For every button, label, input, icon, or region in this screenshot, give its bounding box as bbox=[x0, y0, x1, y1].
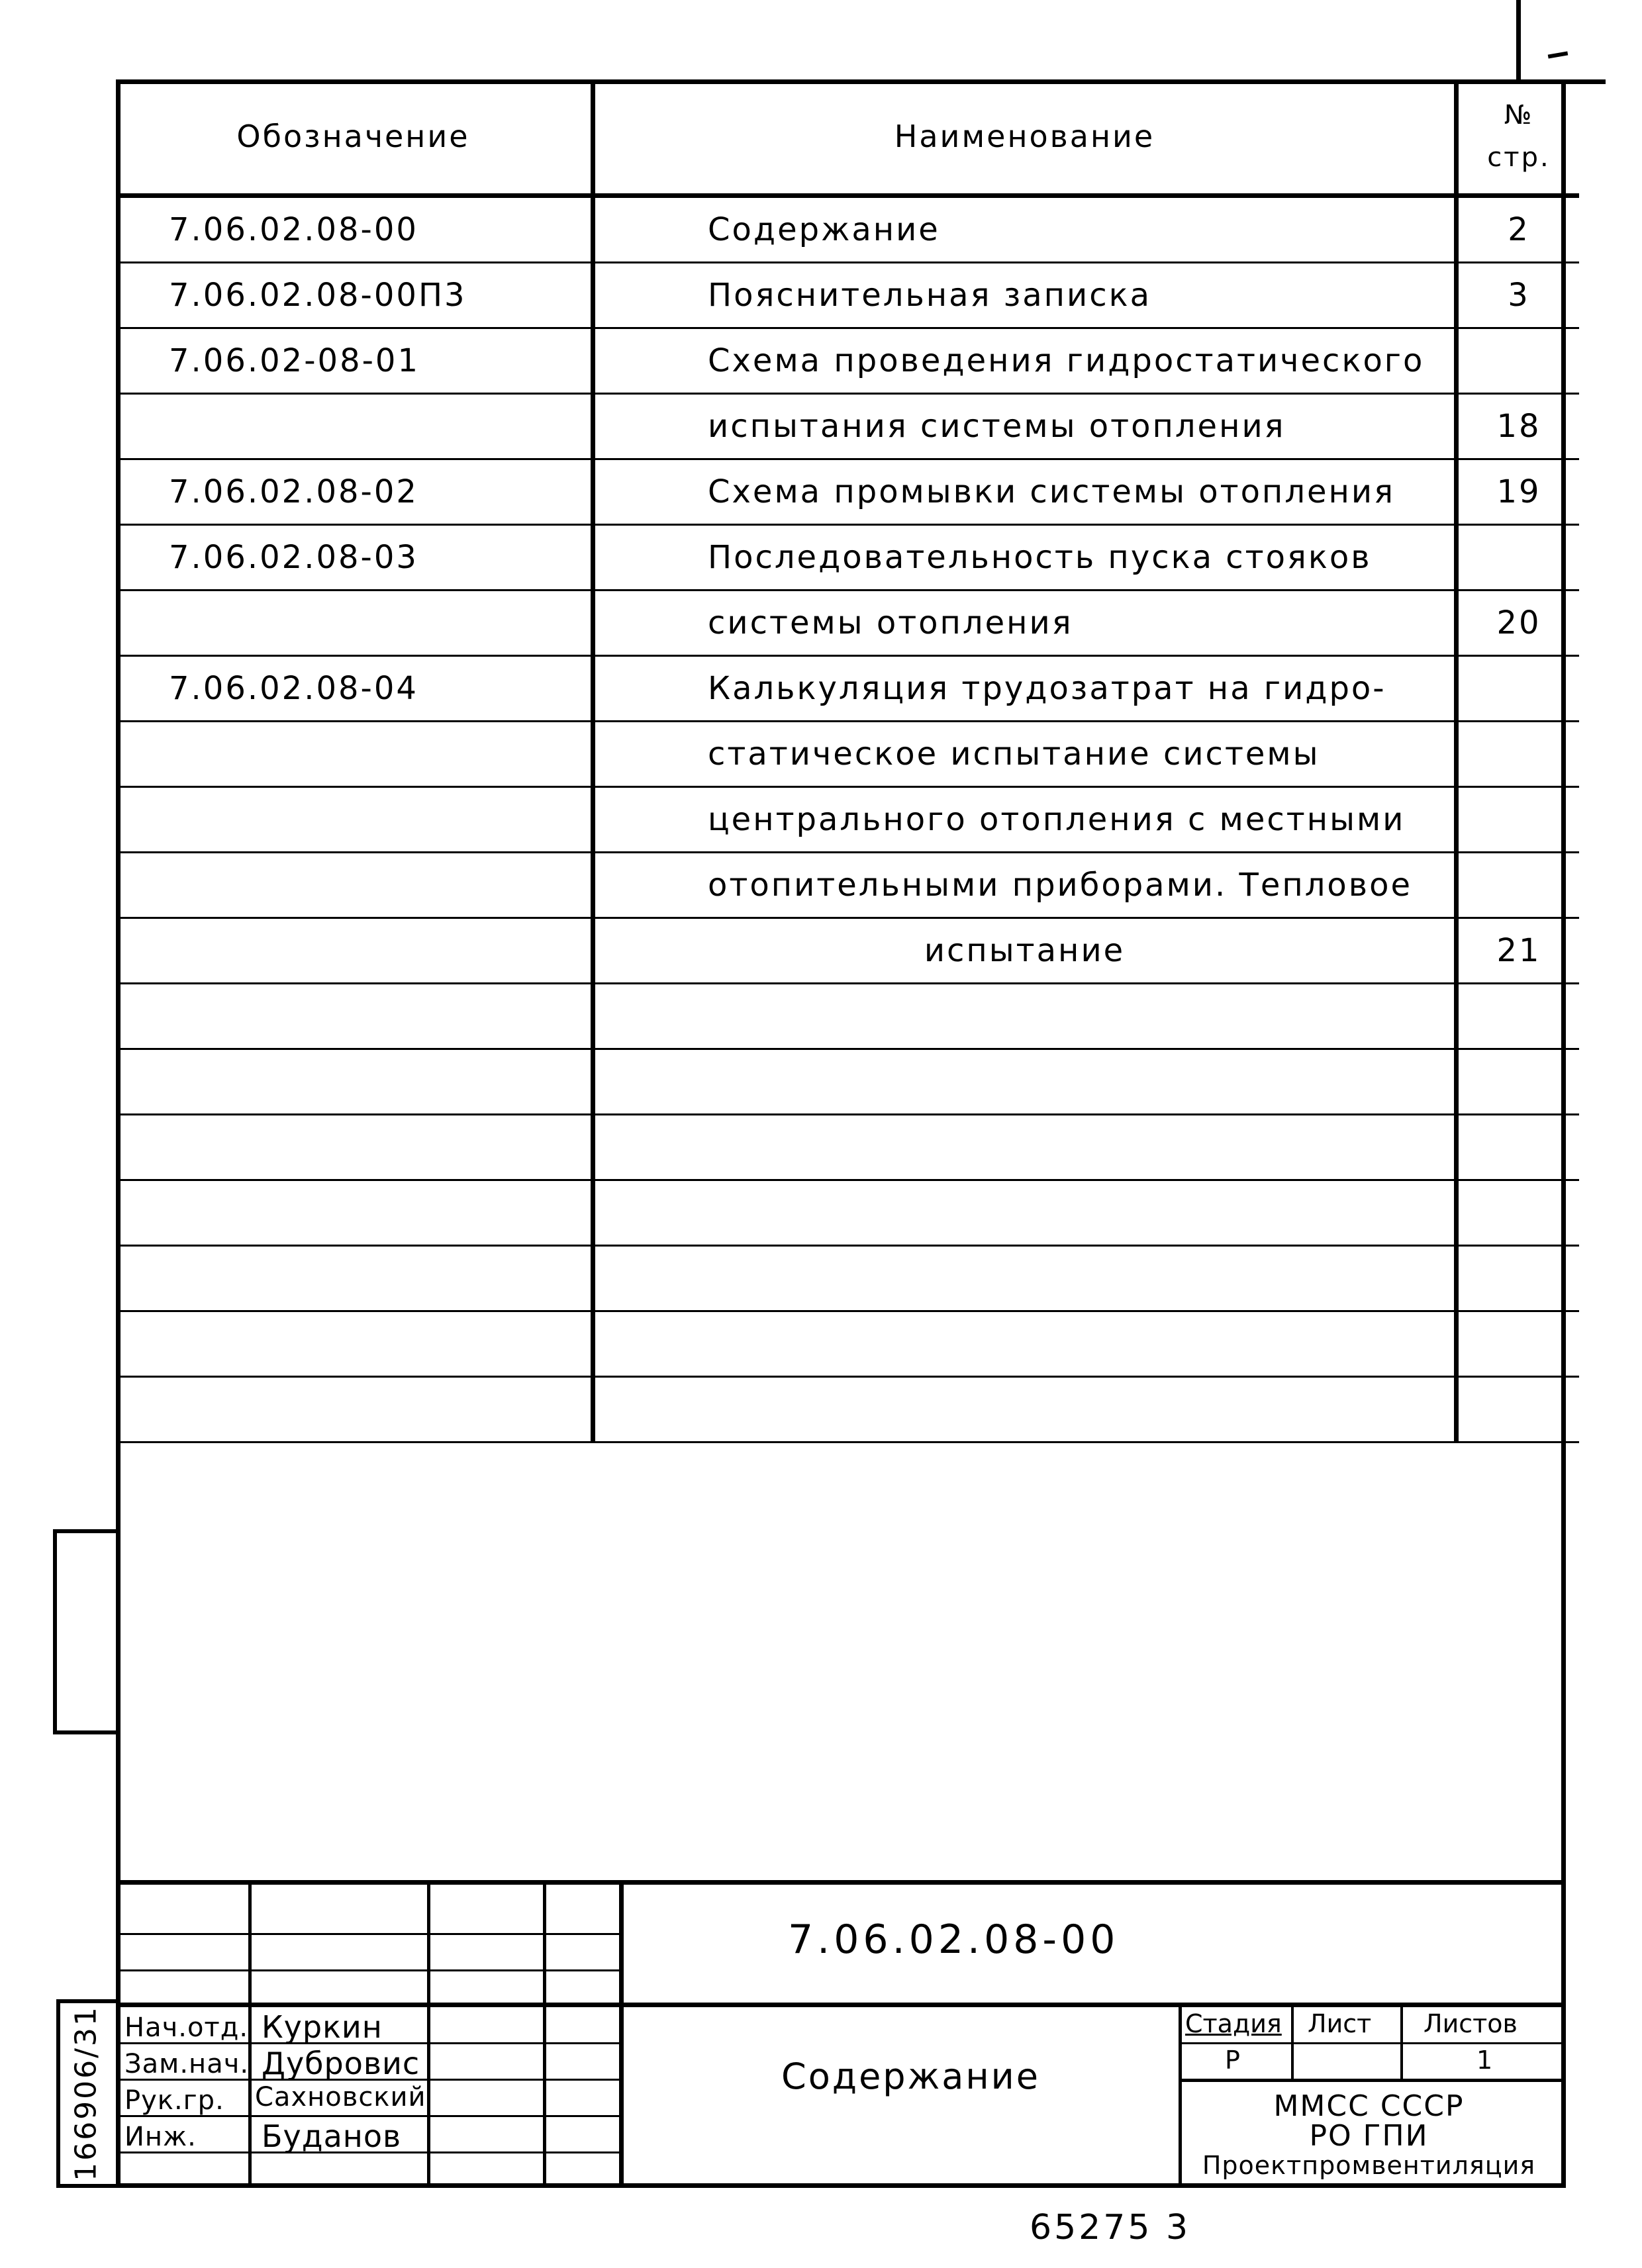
table-row bbox=[116, 984, 1579, 1049]
designation-cell bbox=[116, 1246, 593, 1311]
page-cell bbox=[1457, 1377, 1580, 1442]
designation-cell: 7.06.02.08-04 bbox=[116, 656, 593, 722]
name-cell: Схема промывки системы отопления bbox=[593, 459, 1457, 525]
contents-header-row bbox=[116, 79, 1579, 196]
table-row bbox=[116, 1246, 1579, 1311]
table-row bbox=[116, 1377, 1579, 1442]
organization-line: Проектпромвентиляция bbox=[1202, 2151, 1536, 2180]
name-cell: Схема проведения гидростатического bbox=[593, 328, 1457, 394]
name-cell: испытание bbox=[593, 918, 1457, 984]
name-cell: Пояснительная записка bbox=[593, 263, 1457, 328]
designation-cell bbox=[116, 853, 593, 918]
tb-row-line bbox=[619, 2003, 1566, 2007]
page-cell bbox=[1457, 1115, 1580, 1180]
signature-name: Сахновский bbox=[255, 2082, 426, 2112]
name-cell bbox=[593, 1246, 1457, 1311]
document-number: 7.06.02.08-00 bbox=[788, 1916, 1120, 1963]
signature-role: Инж. bbox=[124, 2122, 197, 2152]
page-cell bbox=[1457, 1311, 1580, 1377]
table-row bbox=[116, 1180, 1579, 1246]
organization-line: РО ГПИ bbox=[1309, 2119, 1429, 2153]
name-cell: статическое испытание системы bbox=[593, 722, 1457, 787]
name-cell: Содержание bbox=[593, 196, 1457, 263]
stage-value: Р bbox=[1225, 2046, 1240, 2075]
archive-number: 65275 3 bbox=[1030, 2208, 1191, 2247]
tb-row-line bbox=[116, 1933, 622, 1935]
page-cell bbox=[1457, 787, 1580, 853]
inventory-number: 166906/31 bbox=[69, 2005, 103, 2181]
page-cell: 19 bbox=[1457, 459, 1580, 525]
name-cell bbox=[593, 984, 1457, 1049]
tb-divider bbox=[619, 1880, 624, 2188]
signature-role: Зам.нач. bbox=[124, 2049, 250, 2079]
page-cell bbox=[1457, 328, 1580, 394]
designation-cell bbox=[116, 1115, 593, 1180]
designation-cell bbox=[116, 1311, 593, 1377]
top-margin-tick bbox=[1548, 51, 1569, 58]
designation-cell bbox=[116, 984, 593, 1049]
table-row bbox=[116, 328, 1579, 394]
table-row bbox=[116, 394, 1579, 459]
table-row bbox=[116, 1311, 1579, 1377]
table-row bbox=[116, 525, 1579, 591]
tb-divider bbox=[543, 1880, 546, 2188]
table-row bbox=[116, 722, 1579, 787]
header-page-abbrev: стр. bbox=[1487, 142, 1551, 173]
name-cell: испытания системы отопления bbox=[593, 394, 1457, 459]
designation-cell bbox=[116, 787, 593, 853]
table-row bbox=[116, 1115, 1579, 1180]
binding-strip-upper bbox=[53, 1529, 116, 1734]
page-cell bbox=[1457, 984, 1580, 1049]
tb-divider bbox=[1291, 2003, 1294, 2081]
table-row bbox=[116, 853, 1579, 918]
page-cell bbox=[1457, 1180, 1580, 1246]
page-cell bbox=[1457, 1049, 1580, 1115]
table-row bbox=[116, 918, 1579, 984]
name-cell bbox=[593, 1311, 1457, 1377]
document-title: Содержание bbox=[781, 2055, 1040, 2097]
signature-name: Буданов bbox=[262, 2118, 402, 2154]
designation-cell bbox=[116, 394, 593, 459]
name-cell: Калькуляция трудозатрат на гидро- bbox=[593, 656, 1457, 722]
designation-cell bbox=[116, 722, 593, 787]
name-cell: центрального отопления с местными bbox=[593, 787, 1457, 853]
header-page bbox=[1457, 79, 1580, 196]
page-cell: 3 bbox=[1457, 263, 1580, 328]
page-cell: 20 bbox=[1457, 591, 1580, 656]
page-cell bbox=[1457, 525, 1580, 591]
table-row bbox=[116, 459, 1579, 525]
page-cell bbox=[1457, 656, 1580, 722]
designation-cell bbox=[116, 1049, 593, 1115]
sheet-label: Лист bbox=[1308, 2009, 1372, 2038]
tb-row-line bbox=[1179, 2079, 1566, 2082]
sheets-label: Листов bbox=[1424, 2009, 1518, 2038]
tb-row-line bbox=[116, 1969, 622, 1971]
signature-role: Нач.отд. bbox=[124, 2012, 249, 2043]
contents-table bbox=[116, 79, 1579, 1443]
signature-role: Рук.гр. bbox=[124, 2085, 224, 2116]
tb-divider bbox=[248, 1880, 252, 2188]
page-cell bbox=[1457, 853, 1580, 918]
page-cell: 21 bbox=[1457, 918, 1580, 984]
table-row bbox=[116, 196, 1579, 263]
page-cell: 18 bbox=[1457, 394, 1580, 459]
table-row bbox=[116, 787, 1579, 853]
organization-line: ММСС СССР bbox=[1273, 2089, 1465, 2123]
tb-row-line bbox=[116, 2003, 622, 2007]
stage-label: Стадия bbox=[1185, 2009, 1282, 2038]
signature-name: Дубровис bbox=[262, 2046, 420, 2081]
name-cell bbox=[593, 1180, 1457, 1246]
name-cell: системы отопления bbox=[593, 591, 1457, 656]
name-cell bbox=[593, 1115, 1457, 1180]
header-page-number-sign: № bbox=[1504, 100, 1534, 130]
designation-cell: 7.06.02.08-03 bbox=[116, 525, 593, 591]
name-cell bbox=[593, 1377, 1457, 1442]
designation-cell bbox=[116, 918, 593, 984]
header-name: Наименование bbox=[593, 79, 1457, 196]
designation-cell bbox=[116, 1180, 593, 1246]
designation-cell: 7.06.02.08-00 bbox=[116, 196, 593, 263]
table-row bbox=[116, 263, 1579, 328]
designation-cell: 7.06.02.08-00П3 bbox=[116, 263, 593, 328]
designation-cell: 7.06.02-08-01 bbox=[116, 328, 593, 394]
tb-divider bbox=[427, 1880, 430, 2188]
page-cell bbox=[1457, 1246, 1580, 1311]
header-designation: Обозначение bbox=[116, 79, 593, 196]
name-cell: Последовательность пуска стояков bbox=[593, 525, 1457, 591]
name-cell: отопительными приборами. Тепловое bbox=[593, 853, 1457, 918]
tb-row-line bbox=[1179, 2042, 1566, 2044]
designation-cell: 7.06.02.08-02 bbox=[116, 459, 593, 525]
tb-divider bbox=[1400, 2003, 1403, 2081]
designation-cell bbox=[116, 1377, 593, 1442]
table-row bbox=[116, 1049, 1579, 1115]
table-row bbox=[116, 656, 1579, 722]
sheets-value: 1 bbox=[1476, 2046, 1493, 2075]
table-row bbox=[116, 591, 1579, 656]
name-cell bbox=[593, 1049, 1457, 1115]
page-cell: 2 bbox=[1457, 196, 1580, 263]
page-cell bbox=[1457, 722, 1580, 787]
signature-name: Куркин bbox=[262, 2009, 383, 2045]
top-margin-mark bbox=[1516, 0, 1521, 79]
tb-divider bbox=[1179, 2003, 1182, 2188]
designation-cell bbox=[116, 591, 593, 656]
